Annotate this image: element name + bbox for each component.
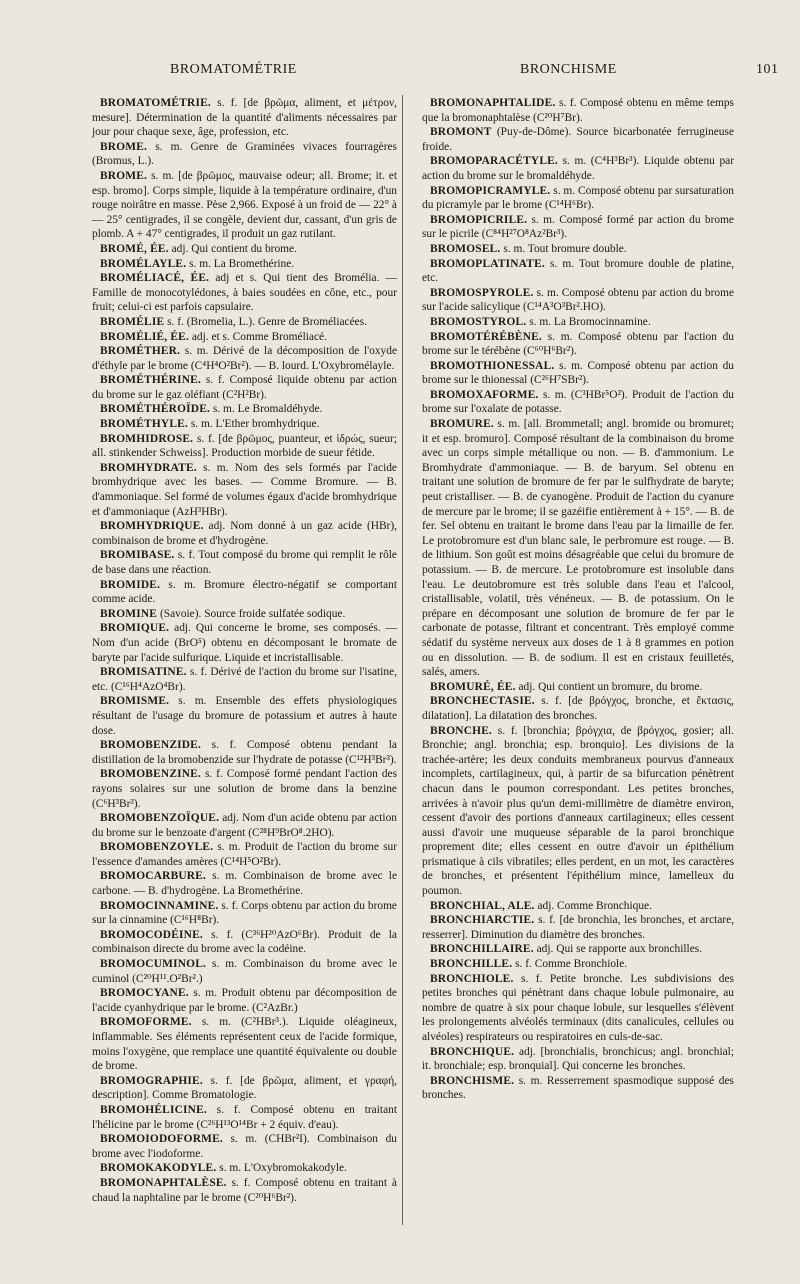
dictionary-entry bbox=[92, 957, 397, 986]
entry-definition: s. f. [bronchia; βρόγχια, de βρόγχος, gosier; all. Bronchie; angl. bronchia; esp. bronquio]. Les divisions de la trachée-artère; les deux conduits membraneux pourvus d'anneaux incomplets, cartilagineux, qui, à partir de sa bifurcation pénètrent chacun dans le poumon correspondant. Les petites bronches, arrivées à n'avoir plus qu'un demi-millimètre de diamètre environ, cessent d'avoir des portions d'anneaux cartilagineux; elles cessent aussi d'avoir une muqueuse séparable de la paroi bronchique proprement dite; elles cessent en outre d'avoir un épithélium prismatique à cils vibratiles; elles perdent, en un mot, les caractères de bronches, et présentent l'épithélium mince, lamelleux du poumon. bbox=[422, 724, 734, 898]
dictionary-entry bbox=[422, 1074, 734, 1103]
dictionary-entry bbox=[422, 388, 734, 417]
entry-definition: adj. Comme Bronchique. bbox=[534, 899, 652, 912]
entry-headword: BROMURÉ, ÉE. bbox=[430, 680, 516, 693]
dictionary-entry bbox=[92, 461, 397, 519]
dictionary-entry bbox=[92, 899, 397, 928]
entry-definition: adj. Nom d'un acide obtenu par action du brome sur le benzoate d'argent (C²⁸H⁹BrO⁸.2HO). bbox=[92, 812, 397, 839]
entry-definition: s. f. Composé obtenu en traitant l'hélicine par le brome (C²⁶H¹³O¹⁴Br + 2 équiv. d'eau). bbox=[92, 1103, 397, 1131]
entry-headword: BROMONT bbox=[430, 126, 492, 139]
entry-headword: BROMOKAKODYLE. bbox=[100, 1162, 217, 1175]
dictionary-entry bbox=[92, 767, 397, 811]
entry-headword: BROMOXAFORME. bbox=[430, 388, 539, 401]
entry-headword: BROMOPARACÉTYLE. bbox=[430, 155, 558, 168]
dictionary-entry bbox=[92, 1074, 397, 1103]
dictionary-entry bbox=[92, 548, 397, 577]
dictionary-entry bbox=[92, 344, 397, 373]
entry-headword: BROMOCYANE. bbox=[100, 987, 189, 1000]
entry-headword: BROMONAPHTALÈSE. bbox=[100, 1176, 227, 1189]
dictionary-entry bbox=[92, 242, 397, 257]
right-column bbox=[422, 96, 734, 1103]
dictionary-entry bbox=[92, 811, 397, 840]
dictionary-entry bbox=[92, 986, 397, 1015]
entry-headword: BROMOBENZINE. bbox=[100, 768, 202, 781]
entry-definition: s. f. Composé formé pendant l'action des rayons solaires sur une solution de brome dans la benzine (C⁶H³Br³). bbox=[92, 768, 397, 810]
entry-headword: BROMOTÉRÉBÈNE. bbox=[430, 330, 542, 343]
left-column bbox=[92, 96, 397, 1205]
entry-definition: s. f. Composé liquide obtenu par action du brome sur le gaz oléfiant (C²H²Br). bbox=[92, 374, 397, 401]
dictionary-entry bbox=[92, 928, 397, 957]
entry-definition: s. m. Genre de Graminées vivaces fourragères (Bromus, L.). bbox=[92, 140, 397, 168]
entry-headword: BROMISATINE. bbox=[100, 666, 187, 679]
dictionary-entry bbox=[92, 519, 397, 548]
entry-definition: s. f. Composé obtenu en même temps que la bromonaphtalèse (C²⁰H⁷Br). bbox=[422, 97, 734, 124]
entry-headword: BROMOCARBURE. bbox=[100, 870, 207, 883]
entry-definition: s. m. [de βρῶμος, mauvaise odeur; all. Brome; it. et esp. bromo]. Corps simple, liquide à la température ordinaire, d'un rouge noirâtre en masse. Pèse 2,966. Exposé à un froid de — 22° à — 25° centigrades, il se congèle, devient dur, cassant, d'un gris de plomb. A + 47° centigrades, il produit un gaz rutilant. bbox=[92, 169, 397, 241]
entry-definition: s. f. [de bronchia, les bronches, et arctare, resserrer]. Diminution du diamètre des bronches. bbox=[422, 914, 734, 941]
entry-definition: s. m. La Bromocinnamine. bbox=[526, 315, 651, 328]
entry-headword: BROMÉTHYLE. bbox=[100, 418, 188, 431]
entry-definition: adj. Qui se rapporte aux bronchilles. bbox=[533, 943, 703, 956]
entry-definition: s. f. [de βρῶμα, aliment, et μέτρον, mesure]. Détermination de la quantité d'aliments nécessaires par jour pour chaque sexe, âge, profession, etc. bbox=[92, 97, 397, 139]
dictionary-entry bbox=[422, 680, 734, 695]
dictionary-entry bbox=[92, 1176, 397, 1205]
entry-headword: BROMOCUMINOL. bbox=[100, 958, 207, 971]
dictionary-entry bbox=[422, 417, 734, 680]
dictionary-entry bbox=[422, 286, 734, 315]
entry-headword: BROMÉ, ÉE. bbox=[100, 242, 169, 255]
dictionary-entry bbox=[92, 315, 397, 330]
entry-definition: s. m. Composé obtenu par sursaturation du picramyle par le brome (C¹⁴H⁶Br). bbox=[422, 184, 734, 212]
entry-definition: adj. [bronchialis, bronchicus; angl. bronchial; it. bronchiale; esp. bronquial]. Qui concerne les bronches. bbox=[422, 1045, 734, 1073]
entry-definition: s. f. Tout composé du brome qui remplit le rôle de base dans une réaction. bbox=[92, 549, 397, 576]
dictionary-entry bbox=[422, 125, 734, 154]
dictionary-entry bbox=[422, 359, 734, 388]
entry-definition: s. m. (C²HBr³.). Liquide oléagineux, inflammable. Ses éléments représentent ceux de l'acide formique, moins l'oxygène, que remplace une quantité équivalente ou double de brome. bbox=[92, 1016, 397, 1073]
entry-headword: BROMHIDROSE. bbox=[100, 432, 194, 445]
entry-headword: BROMIDE. bbox=[100, 578, 161, 591]
dictionary-entry bbox=[92, 169, 397, 242]
entry-definition: adj. Qui contient un bromure, du brome. bbox=[515, 680, 703, 693]
entry-headword: BRONCHE. bbox=[430, 724, 493, 737]
dictionary-entry bbox=[422, 315, 734, 330]
page-number: 101 bbox=[756, 62, 779, 77]
entry-definition: s. f. [de βρῶμα, aliment, et γραφή, description]. Comme Bromatologie. bbox=[92, 1074, 397, 1102]
dictionary-entry bbox=[92, 694, 397, 738]
entry-headword: BROMOTHIONESSAL. bbox=[430, 359, 555, 372]
dictionary-entry bbox=[92, 665, 397, 694]
entry-headword: BROMOGRAPHIE. bbox=[100, 1074, 203, 1087]
entry-definition: s. m. Composé obtenu par action du brome sur l'acide salicylique (C¹⁴A³O³Br².HO). bbox=[422, 286, 734, 314]
entry-definition: s. m. (CHBr²I). Combinaison du brome avec l'iodoforme. bbox=[92, 1133, 397, 1160]
dictionary-entry bbox=[92, 1015, 397, 1073]
column-divider bbox=[402, 95, 403, 1225]
entry-definition: s. m. L'Oxybromokakodyle. bbox=[216, 1162, 347, 1175]
entry-headword: BROMOSPYROLE. bbox=[430, 286, 534, 299]
dictionary-entry bbox=[92, 840, 397, 869]
entry-headword: BROMATOMÉTRIE. bbox=[100, 97, 211, 109]
entry-definition: s. m. Produit obtenu par décomposition de l'acide cyanhydrique par le brome. (C²AzBr.) bbox=[92, 987, 397, 1014]
dictionary-entry bbox=[422, 154, 734, 183]
entry-headword: BRONCHIAL, ALE. bbox=[430, 899, 535, 912]
dictionary-entry bbox=[92, 1103, 397, 1132]
dictionary-entry bbox=[422, 96, 734, 125]
dictionary-entry bbox=[92, 271, 397, 315]
entry-headword: BROMOIODOFORME. bbox=[100, 1133, 223, 1146]
entry-headword: BRONCHIQUE. bbox=[430, 1045, 515, 1058]
entry-definition: s. m. La Bromethérine. bbox=[186, 257, 295, 270]
entry-definition: s. m. [all. Brommetall; angl. bromide ou bromuret; it et esp. bromuro]. Composé résultant de la combinaison du brome avec un corps simple métallique ou non. — B. d'ammonium. Le Bromhydrate d'ammoniaque. — B. de baryum. Sel obtenu en traitant une solution de bromure de fer par le sulfhydrate de baryte; peut cristalliser. — B. de cyanogène. Produit de l'action du cyanure de mercure par le brome; il se gazéifie entièrement à + 15°. — B. de fer. Sel obtenu en traitant le brome dans l'eau par la limaille de fer. Le protobromure est d'un blanc sale, le perbromure est rouge. — B. de lithium. Son goût est moins désagréable que celui du bromure de potassium. — B. de mercure. Le protobromure est insoluble dans l'eau. Le deutobromure est très soluble dans l'eau et l'alcool, cristallisable, volatil, très vénéneux. — B. de potassium. On le prépare en décomposant une solution de bromure de fer par le carbonate de potasse, filtrant et concentrant. Très employé comme sédatif du système nerveux aux doses de 1 à 8 grammes en potion ou en dissolution. — B. de sodium. Il est en cristaux feuilletés, salés, amers. bbox=[422, 418, 734, 679]
dictionary-entry bbox=[92, 869, 397, 898]
entry-definition: s. f. Petite bronche. Les subdivisions des petites bronches qui pénètrant dans chaque lobule pulmonaire, au nombre de quatre à six pour chaque lobule, sur lesquelles s'élèvent les prolongements alvéolés terminaux (dits canalicules, cellules ou alvéoles) respirateurs ou respiratoires en culs-de-sac. bbox=[422, 972, 734, 1043]
entry-definition: s. m. (C⁴H³Br³). Liquide obtenu par action du brome sur le bromaldéhyde. bbox=[422, 155, 734, 182]
dictionary-entry bbox=[92, 621, 397, 665]
entry-headword: BROMURE. bbox=[430, 418, 494, 431]
entry-definition: s. f. [de βρόγχος, bronche, et ἔκτασις, dilatation]. La dilatation des bronches. bbox=[422, 695, 734, 722]
dictionary-entry bbox=[92, 417, 397, 432]
dictionary-entry bbox=[92, 578, 397, 607]
dictionary-entry bbox=[92, 607, 397, 622]
entry-headword: BROMOCINNAMINE. bbox=[100, 899, 219, 912]
entry-definition: s. f. Composé obtenu pendant la distillation de la bromobenzide sur l'hydrate de potasse (C¹²H³Br³). bbox=[92, 739, 397, 766]
dictionary-entry bbox=[92, 257, 397, 272]
entry-headword: BROMOSTYROL. bbox=[430, 315, 527, 328]
entry-headword: BROMINE bbox=[100, 607, 158, 620]
dictionary-entry bbox=[92, 402, 397, 417]
dictionary-entry bbox=[422, 913, 734, 942]
entry-definition: s. m. Nom des sels formés par l'acide bromhydrique avec les bases. — Comme Bromure. — B. d'ammoniaque. Sel formé de volumes égaux d'acide bromhydrique et d'ammoniaque (AzH³HBr). bbox=[92, 461, 397, 518]
entry-headword: BRONCHILLAIRE. bbox=[430, 943, 534, 956]
dictionary-entry bbox=[422, 1045, 734, 1074]
entry-headword: BRONCHILLE. bbox=[430, 958, 513, 971]
entry-definition: s. f. Composé obtenu en traitant à chaud la naphtaline par le brome (C²⁰H⁶Br²). bbox=[92, 1176, 397, 1204]
header-right-title: BRONCHISME bbox=[520, 62, 617, 77]
dictionary-entry bbox=[422, 957, 734, 972]
entry-definition: s. m. Tout bromure double. bbox=[500, 242, 627, 255]
entry-headword: BROMÉTHÉROÏDE. bbox=[100, 403, 211, 416]
dictionary-entry bbox=[422, 213, 734, 242]
entry-headword: BROMOFORME. bbox=[100, 1016, 192, 1029]
entry-headword: BRONCHIARCTIE. bbox=[430, 914, 535, 927]
entry-definition: s. f. (C³⁶H²⁰AzO⁶Br). Produit de la combinaison directe du brome avec la codéine. bbox=[92, 928, 397, 956]
dictionary-entry bbox=[92, 1161, 397, 1176]
entry-headword: BROMISME. bbox=[100, 695, 170, 708]
entry-definition: s. m. Tout bromure double de platine, etc. bbox=[422, 257, 734, 285]
entry-headword: BROMÉTHÉRINE. bbox=[100, 374, 202, 387]
entry-definition: s. m. Composé formé par action du brome sur le picrile (C⁸⁴H²⁷O⁸Az²Br³). bbox=[422, 213, 734, 241]
entry-headword: BROMOHÉLICINE. bbox=[100, 1103, 207, 1116]
page-header bbox=[0, 62, 800, 84]
entry-headword: BRONCHISME. bbox=[430, 1074, 515, 1087]
dictionary-entry bbox=[92, 432, 397, 461]
entry-headword: BRONCHECTASIE. bbox=[430, 695, 535, 708]
entry-definition: s. m. Bromure électro-négatif se comportant comme acide. bbox=[92, 578, 397, 606]
dictionary-entry bbox=[422, 899, 734, 914]
entry-definition: s. m. Combinaison de brome avec le carbone. — B. d'hydrogène. La Bromethérine. bbox=[92, 870, 397, 898]
entry-definition: adj. Qui concerne le brome, ses composés. — Nom d'un acide (BrO⁵) obtenu en décomposant le bromate de baryte par l'acide sulfurique. Liquide et incristallisable. bbox=[92, 622, 397, 664]
entry-headword: BROMÉLIACÉ, ÉE. bbox=[100, 272, 210, 285]
entry-definition: (Puy-de-Dôme). Source bicarbonatée ferrugineuse froide. bbox=[422, 126, 734, 153]
entry-headword: BROMÉLAYLE. bbox=[100, 257, 187, 270]
entry-definition: s. m. Le Bromaldéhyde. bbox=[210, 403, 323, 416]
entry-headword: BROMOPLATINATE. bbox=[430, 257, 545, 270]
entry-definition: adj. et s. Comme Broméliacé. bbox=[189, 330, 327, 343]
entry-definition: s. m. Produit de l'action du brome sur l'essence d'amandes amères (C¹⁴H⁵O²Br). bbox=[92, 841, 397, 868]
dictionary-entry bbox=[92, 96, 397, 140]
entry-headword: BROME. bbox=[100, 169, 148, 182]
entry-definition: s. m. Dérivé de la décomposition de l'oxyde d'éthyle par le brome (C⁴H⁴O²Br²). — B. lourd. L'Oxybromélayle. bbox=[92, 345, 397, 372]
entry-definition: s. m. (C³HBr⁵O²). Produit de l'action du brome sur l'oxalate de potasse. bbox=[422, 388, 734, 416]
dictionary-entry bbox=[422, 972, 734, 1045]
dictionary-entry bbox=[422, 330, 734, 359]
entry-headword: BROMOPICRAMYLE. bbox=[430, 184, 551, 197]
entry-headword: BROMHYDRATE. bbox=[100, 461, 197, 474]
entry-headword: BROMÉLIE bbox=[100, 315, 165, 328]
entry-headword: BROMOPICRILE. bbox=[430, 213, 528, 226]
entry-headword: BRONCHIOLE. bbox=[430, 972, 514, 985]
entry-headword: BROMOBENZOYLE. bbox=[100, 841, 214, 854]
dictionary-entry bbox=[422, 694, 734, 723]
dictionary-entry bbox=[92, 373, 397, 402]
entry-definition: s. m. Composé obtenu par action du brome sur le thionessal (C²⁶H⁷SBr²). bbox=[422, 359, 734, 387]
dictionary-entry bbox=[422, 942, 734, 957]
dictionary-entry bbox=[422, 242, 734, 257]
entry-definition: s. f. Corps obtenu par action du brome sur la cinnamine (C¹⁶H⁸Br). bbox=[92, 899, 397, 927]
entry-definition: s. m. Composé obtenu par l'action du brome sur le térébène (C⁶⁰H⁶Br²). bbox=[422, 330, 734, 358]
entry-definition: s. f. [de βρῶμος, puanteur, et ἱδρώς, sueur; all. stinkender Schweiss]. Production morbide de sueur fétide. bbox=[92, 432, 397, 460]
entry-definition: (Savoie). Source froide sulfatée sodique. bbox=[157, 607, 346, 620]
entry-headword: BROMIQUE. bbox=[100, 622, 170, 635]
entry-headword: BROMOBENZIDE. bbox=[100, 739, 202, 752]
entry-definition: adj. Nom donné à un gaz acide (HBr), combinaison de brome et d'hydrogène. bbox=[92, 520, 397, 547]
dictionary-entry bbox=[92, 140, 397, 169]
entry-definition: s. f. (Bromelia, L.). Genre de Broméliacées. bbox=[164, 315, 368, 328]
dictionary-entry bbox=[92, 738, 397, 767]
entry-definition: s. m. Ensemble des effets physiologiques résultant de l'usage du bromure de potassium et autres à haute dose. bbox=[92, 695, 397, 737]
entry-definition: s. m. Combinaison du brome avec le cuminol (C²⁰H¹¹.O²Br².) bbox=[92, 958, 397, 985]
entry-headword: BROMOCODÉINE. bbox=[100, 928, 203, 941]
entry-headword: BROME. bbox=[100, 140, 148, 153]
entry-definition: adj et s. Qui tient des Bromélia. — Famille de monocotylédones, à baies soudées en cône, etc., pour fruit; celui-ci est parfois capsulaire. bbox=[92, 272, 397, 314]
entry-headword: BROMOBENZOÏQUE. bbox=[100, 812, 220, 825]
dictionary-entry bbox=[92, 1132, 397, 1161]
entry-definition: s. f. Dérivé de l'action du brome sur l'isatine, etc. (C¹⁶H⁴AzO⁴Br). bbox=[92, 666, 397, 693]
entry-headword: BROMÉTHER. bbox=[100, 345, 181, 358]
entry-headword: BROMOSEL. bbox=[430, 242, 501, 255]
entry-headword: BROMONAPHTALIDE. bbox=[430, 97, 556, 109]
dictionary-entry bbox=[92, 330, 397, 345]
dictionary-entry bbox=[422, 184, 734, 213]
dictionary-entry bbox=[422, 724, 734, 899]
entry-headword: BROMHYDRIQUE. bbox=[100, 520, 204, 533]
entry-definition: adj. Qui contient du brome. bbox=[168, 242, 297, 255]
entry-headword: BROMIBASE. bbox=[100, 549, 175, 562]
header-left-title: BROMATOMÉTRIE bbox=[170, 62, 297, 77]
entry-definition: s. f. Comme Bronchiole. bbox=[512, 958, 628, 971]
entry-headword: BROMÉLIÉ, ÉE. bbox=[100, 330, 189, 343]
entry-definition: s. m. L'Ether bromhydrique. bbox=[187, 418, 320, 431]
entry-definition: s. m. Resserrement spasmodique supposé des bronches. bbox=[422, 1074, 734, 1102]
dictionary-entry bbox=[422, 257, 734, 286]
